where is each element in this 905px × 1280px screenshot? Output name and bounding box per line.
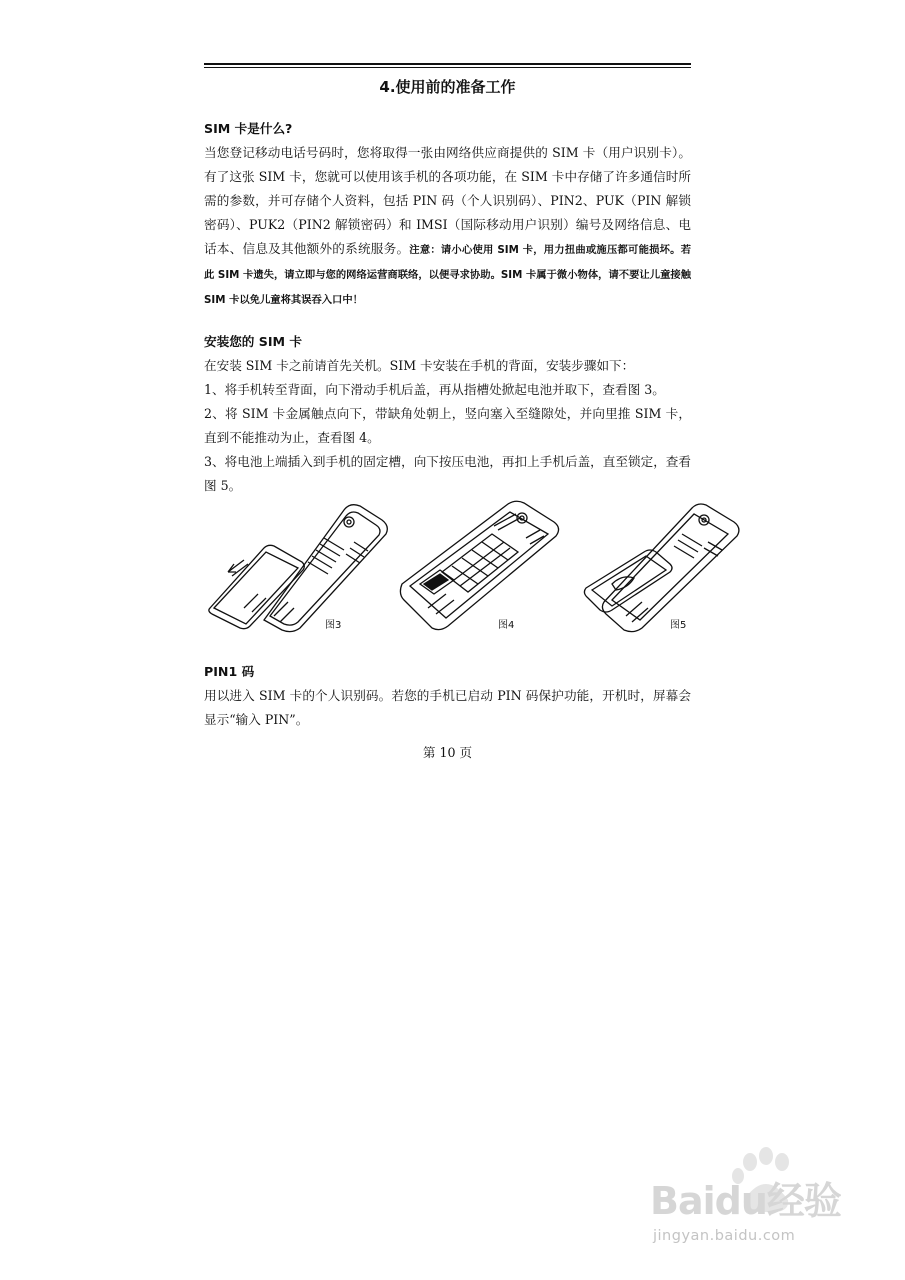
pin-section — [204, 660, 691, 732]
header-rule-thick — [204, 63, 691, 65]
pin-heading: PIN1 码 — [204, 664, 255, 679]
watermark-url: jingyan.baidu.com — [653, 1228, 796, 1244]
install-step: 3、将电池上端插入到手机的固定槽，向下按压电池，再扣上手机后盖，直至锁定，查看图 5。 — [204, 454, 691, 493]
watermark-logo-text: Baidu经验 — [650, 1179, 841, 1223]
header-rule-thin — [204, 67, 691, 68]
page-number: 第 10 页 — [422, 745, 473, 760]
sim-section — [204, 117, 691, 312]
sim-heading: SIM 卡是什么? — [204, 121, 293, 136]
phone-sim-slot-illustration — [398, 498, 568, 633]
figure-caption: 图4 — [498, 620, 515, 631]
phone-battery-insert-illustration — [582, 498, 752, 633]
install-step: 1、将手机转至背面，向下滑动手机后盖，再从指槽处掀起电池并取下，查看图 3。 — [204, 382, 665, 397]
install-step: 2、将 SIM 卡金属触点向下，带缺角处朝上，竖向塞入至缝隙处，并向里推 SIM 卡，直到不能推动为止，查看图 4。 — [204, 406, 691, 445]
sim-body-text: 当您登记移动电话号码时，您将取得一张由网络供应商提供的 SIM 卡（用户识别卡）。有了这张 SIM 卡，您就可以使用该手机的各项功能，在 SIM 卡中存储了许多通信时所需的参数，并可存储个人资料，包括 PIN 码（个人识别码）、PIN2、PUK（PIN 解锁密码）、PUK2（PIN2 解锁密码）和 IMSI（国际移动用户识别）编号及网络信息、电话本、信息及其他额外的系统服务。 — [204, 145, 691, 256]
install-intro: 在安装 SIM 卡之前请首先关机。SIM 卡安装在手机的背面，安装步骤如下： — [204, 358, 635, 373]
page-title: 4.使用前的准备工作 — [379, 78, 516, 96]
figures-row — [204, 498, 749, 633]
install-heading: 安装您的 SIM 卡 — [204, 334, 303, 349]
figure-caption: 图5 — [670, 620, 687, 631]
pin-body: 用以进入 SIM 卡的个人识别码。若您的手机已启动 PIN 码保护功能，开机时，屏幕会显示“输入 PIN”。 — [204, 688, 691, 727]
sim-warning: 注意：请小心使用 SIM 卡，用力扭曲或施压都可能损坏。若此 SIM 卡遗失，请立即与您的网络运营商联络，以便寻求协助。SIM 卡属于微小物体，请不要让儿童接触 SIM 卡以免儿童将其误吞入口中！ — [204, 244, 692, 306]
install-section — [204, 330, 691, 498]
phone-battery-removal-illustration — [204, 498, 394, 633]
sim-body — [204, 141, 691, 312]
figure-caption: 图3 — [325, 620, 342, 631]
install-steps — [204, 378, 691, 498]
